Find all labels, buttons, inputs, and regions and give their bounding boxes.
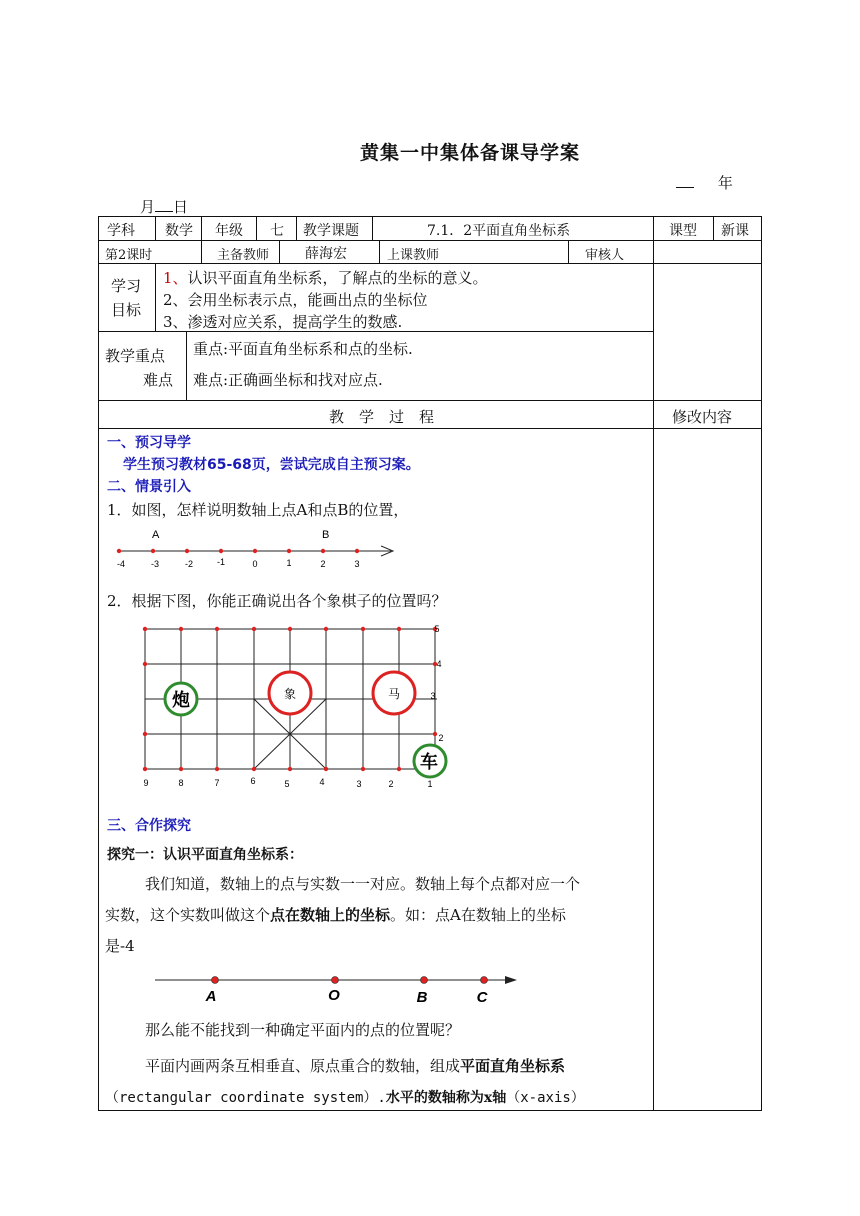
col-label: 9	[143, 778, 149, 788]
date-month-day	[140, 196, 188, 217]
key-focus: 重点:平面直角坐标系和点的坐标.	[193, 340, 413, 358]
tick-label: -4	[116, 559, 126, 569]
goals-label-1: 学习	[111, 277, 142, 295]
goal-text: 会用坐标表示点，能画出点的坐标位	[187, 291, 428, 309]
teacher-value: 薛海宏	[305, 246, 347, 262]
goal-num: 3、	[163, 313, 188, 331]
tick-label: -2	[184, 559, 194, 569]
blank-line	[155, 197, 173, 212]
section-1-title: 一、预习导学	[107, 435, 191, 451]
col-label: 4	[319, 777, 325, 787]
period-value: 第2课时	[105, 248, 153, 263]
p1-line-a: 我们知道，数轴上的点与实数一一对应。数轴上每个点都对应一个	[145, 875, 581, 893]
page-title: 黄集一中集体备课导学案	[359, 142, 580, 164]
section-1-text: 学生预习教材65-68页，尝试完成自主预习案。	[123, 457, 420, 473]
point-label: B	[416, 989, 428, 1006]
type-value: 新课	[721, 223, 749, 239]
explore-1-title: 探究一：认识平面直角坐标系：	[107, 847, 303, 863]
paragraph-3	[105, 1051, 651, 1082]
col-label: 2	[388, 779, 394, 789]
section-3-title: 三、合作探究	[107, 818, 191, 834]
tick-label: 0	[252, 559, 258, 569]
row-label: 3	[430, 691, 436, 701]
grid-point	[252, 627, 256, 631]
grid-point	[143, 627, 147, 631]
axis-tick	[219, 549, 223, 553]
col-label: 7	[214, 778, 220, 788]
paragraph-4	[105, 1083, 651, 1114]
bold-term: 平面直角坐标系	[460, 1057, 566, 1075]
axis-tick	[287, 549, 291, 553]
text: （x-axis）	[506, 1090, 585, 1106]
goal-item-3	[163, 311, 402, 332]
col-label: 8	[178, 778, 184, 788]
grid-point	[143, 662, 147, 666]
piece-xiang-label: 象	[283, 687, 297, 701]
point-label: A	[152, 529, 160, 541]
grid-point	[288, 627, 292, 631]
lesson-table	[98, 216, 762, 1111]
paragraph-1	[105, 869, 651, 962]
question-2: 2．根据下图，你能正确说出各个象棋子的位置吗？	[107, 592, 447, 610]
text: （rectangular coordinate system）.	[105, 1090, 386, 1106]
grid-point	[179, 627, 183, 631]
edit-header: 修改内容	[672, 408, 733, 426]
grid-point	[179, 767, 183, 771]
goal-text: 渗透对应关系，提高学生的数感.	[187, 313, 403, 331]
goal-item-2	[163, 289, 428, 310]
row-label: 5	[434, 624, 440, 634]
text: 。如：点A在数轴上的坐标	[390, 906, 566, 924]
key-difficulty: 难点:正确画坐标和找对应点.	[193, 371, 383, 389]
grid-point	[215, 627, 219, 631]
grid-point	[252, 767, 256, 771]
tick-label: 3	[354, 559, 360, 569]
point-a	[212, 977, 219, 984]
paragraph-2: 那么能不能找到一种确定平面内的点的位置呢？	[145, 1021, 461, 1039]
point-label: C	[476, 989, 488, 1006]
point-o	[332, 977, 339, 984]
col-label: 3	[356, 779, 362, 789]
row-label: 2	[438, 733, 444, 743]
axis-tick	[185, 549, 189, 553]
grid-point	[215, 767, 219, 771]
year-label: 年	[717, 174, 733, 192]
p1-line-b	[105, 900, 651, 931]
grid-point	[397, 767, 401, 771]
col-label: 5	[284, 779, 290, 789]
p1-line-c: 是-4	[105, 937, 135, 955]
date-year	[676, 172, 733, 193]
axis-tick	[321, 549, 325, 553]
goal-item-1	[163, 267, 488, 288]
topic-value: 7.1．2平面直角坐标系	[427, 223, 571, 239]
day-label: 日	[173, 198, 189, 216]
number-line-2	[149, 969, 529, 1009]
number-line-1	[109, 525, 409, 575]
goal-num: 1、	[163, 269, 188, 287]
tick-label: -3	[150, 559, 160, 569]
month-label: 月	[140, 198, 156, 216]
point-label: A	[205, 988, 217, 1005]
section-2-title: 二、情景引入	[107, 479, 191, 495]
bold-term: 水平的数轴称为x轴	[385, 1090, 507, 1106]
goal-text: 认识平面直角坐标系，了解点的坐标的意义。	[187, 269, 488, 287]
grid-point	[143, 732, 147, 736]
tick-label: 1	[286, 558, 292, 568]
grid-point	[288, 767, 292, 771]
tick-label: 2	[320, 559, 326, 569]
key-label-1: 教学重点	[105, 347, 166, 365]
process-header: 教 学 过 程	[329, 408, 435, 426]
grid-point	[397, 627, 401, 631]
point-c	[481, 977, 488, 984]
piece-che-label: 车	[420, 752, 438, 772]
teacher-label: 主备教师	[217, 248, 270, 263]
grid-point	[143, 767, 147, 771]
lecturer-label: 上课教师	[387, 248, 440, 263]
grade-label: 年级	[215, 223, 243, 239]
grade-value: 七	[270, 223, 284, 239]
blank-line	[676, 173, 694, 188]
point-label: B	[322, 529, 330, 541]
piece-pao-label: 炮	[172, 690, 190, 710]
topic-label: 教学课题	[303, 223, 359, 239]
grid-point	[324, 767, 328, 771]
chess-board-figure	[137, 619, 457, 797]
key-label-2: 难点	[143, 371, 174, 389]
grid-point	[361, 627, 365, 631]
col-label: 6	[250, 776, 256, 786]
goals-label-2: 目标	[111, 301, 142, 319]
axis-tick	[355, 549, 359, 553]
axis-tick	[151, 549, 155, 553]
question-1: 1．如图，怎样说明数轴上点A和点B的位置，	[107, 501, 409, 519]
axis-tick	[117, 549, 121, 553]
tick-label: -1	[216, 557, 226, 567]
point-label: O	[328, 987, 340, 1004]
goal-num: 2、	[163, 291, 188, 309]
grid-point	[324, 627, 328, 631]
type-label: 课型	[669, 223, 697, 239]
piece-ma-label: 马	[387, 687, 401, 701]
text: 平面内画两条互相垂直、原点重合的数轴，组成	[145, 1057, 461, 1075]
grid-point	[361, 767, 365, 771]
subject-label: 学科	[107, 223, 135, 239]
subject-value: 数学	[165, 223, 193, 239]
row-label: 4	[436, 659, 442, 669]
bold-term: 点在数轴上的坐标	[270, 906, 391, 924]
axis-tick	[253, 549, 257, 553]
col-label: 1	[427, 779, 433, 789]
reviewer-label: 审核人	[585, 248, 625, 263]
text: 实数，这个实数叫做这个	[105, 906, 271, 924]
grid-point	[433, 732, 437, 736]
point-b	[421, 977, 428, 984]
